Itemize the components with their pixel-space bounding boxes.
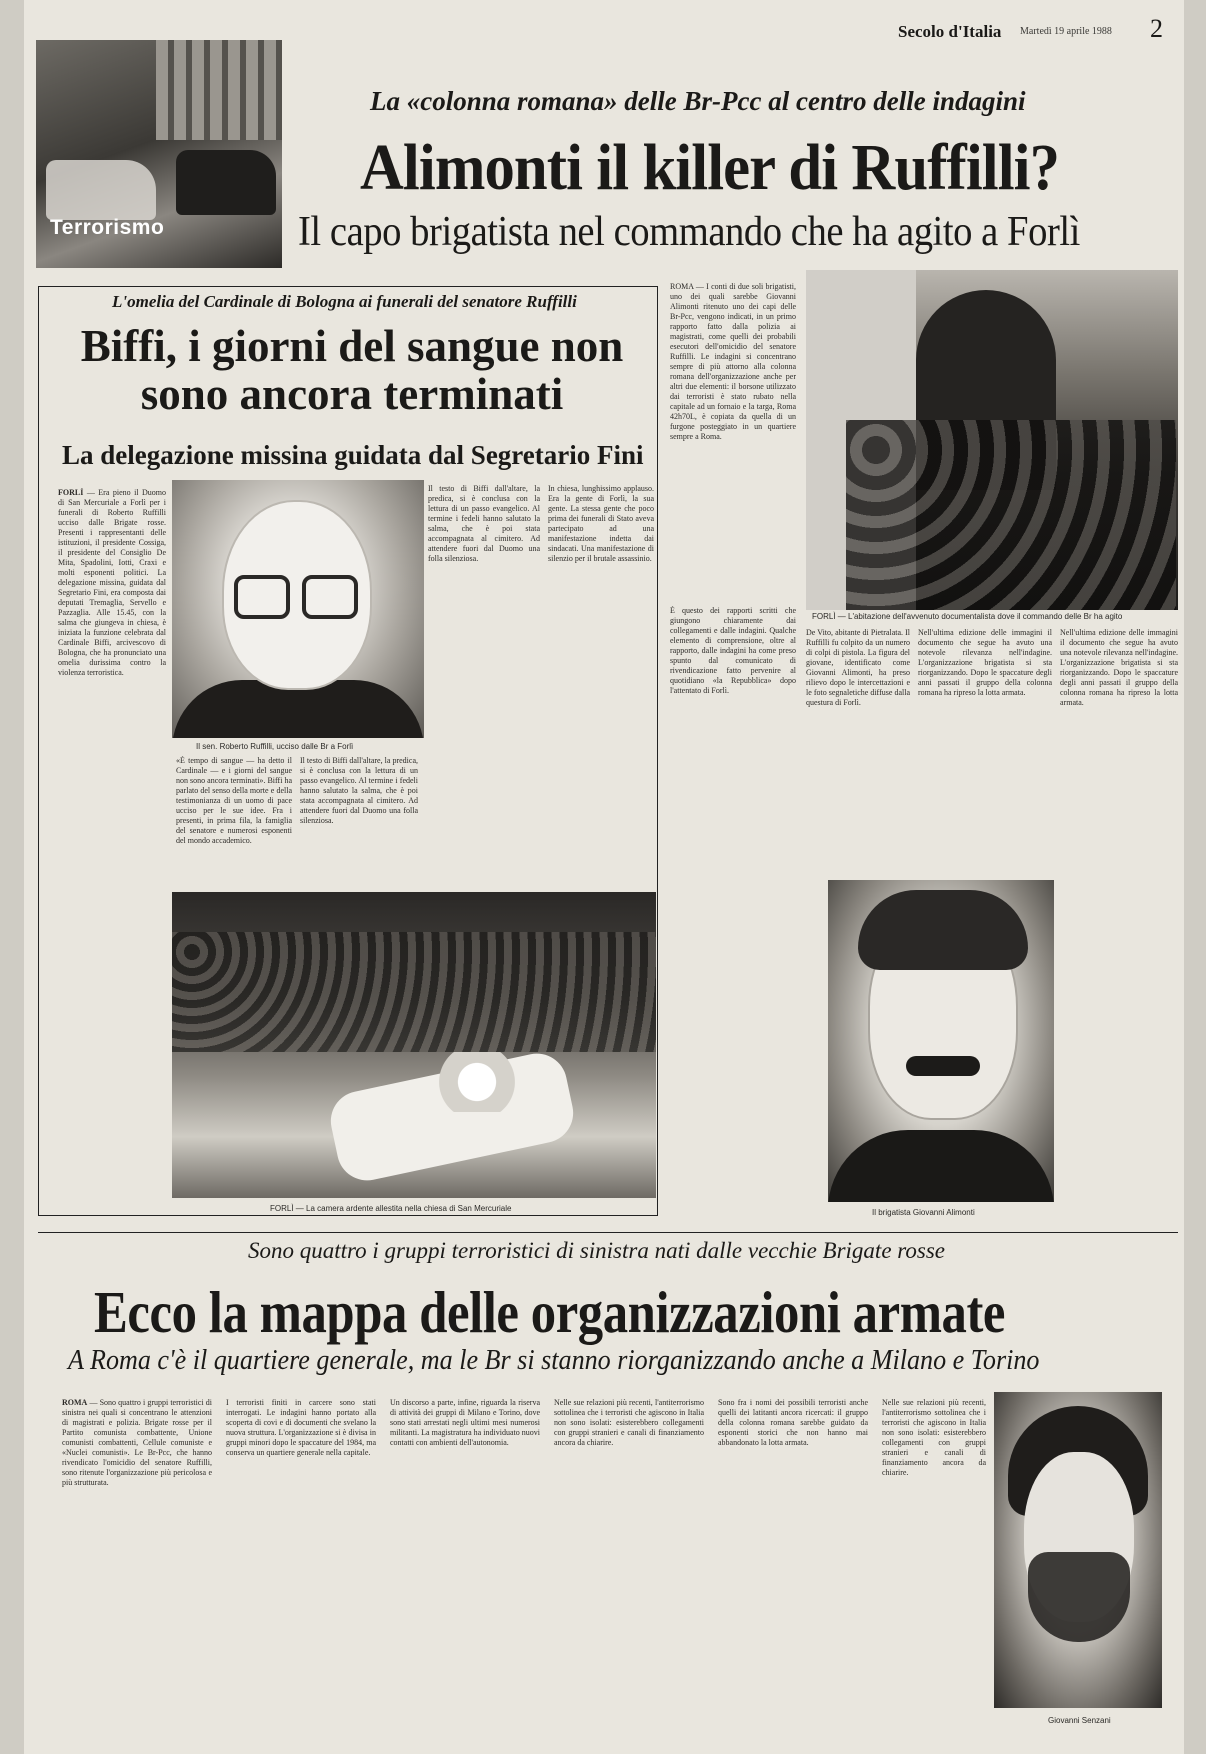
- alimonti-caption: Il brigatista Giovanni Alimonti: [872, 1208, 975, 1217]
- funeral-photo: [172, 892, 656, 1198]
- main-subheadline: Il capo brigatista nel commando che ha agito a Forlì: [298, 209, 1080, 255]
- page-number: 2: [1150, 14, 1163, 43]
- section-photo: [36, 40, 282, 268]
- biffi-column-1: [58, 488, 166, 1208]
- main-column-2: È questo dei rapporti scritti che giungono chiaramente dai collegamenti e dalle indagini. Qualche elemento di comprensione, oltre al rapporto, dalle indagini ha come preso spunto dal comunicato di rivendicazione fatto pervenire al quotidiano «la Repubblica» dopo l'attentato di Forlì.: [670, 606, 796, 695]
- section-label: Terrorismo: [50, 216, 165, 239]
- main-column-4: Nell'ultima edizione delle immagini il documento che segue ha avuto una notevole rilevanza nell'indagine. L'organizzazione brigatista si sta riorganizzando. Dopo le spaccature degli anni passati il gruppo della colonna romana ha ripreso la lotta armata.: [918, 628, 1052, 697]
- map-kicker: Sono quattro i gruppi terroristici di sinistra nati dalle vecchie Brigate rosse: [248, 1238, 945, 1263]
- map-column-6: Nelle sue relazioni più recenti, l'antiterrorismo sottolinea che i terroristi che agiscono in Italia non sono isolati: esisterebbero collegamenti con gruppi stranieri e canali di finanziamento ancora da chiarire.: [882, 1398, 986, 1477]
- biffi-column-5: In chiesa, lunghissimo applauso. Era la gente di Forlì, la sua gente. La stessa gente che poco prima dei funerali di Stato aveva partecipato ad una manifestazione indetta dai sindacati. Una manifestazione di silenzio per il brutale assassinio.: [548, 484, 654, 563]
- main-column-1: [670, 282, 796, 602]
- map-column-2: I terroristi finiti in carcere sono stati interrogati. Le indagini hanno portato alla scoperta di covi e di documenti che svelano la nuova struttura. L'organizzazione si è divisa in gruppi minori dopo le spaccature del 1984, ma conserva un quartiere generale nella capitale.: [226, 1398, 376, 1457]
- main-kicker: La «colonna romana» delle Br-Pcc al centro delle indagini: [370, 86, 1026, 116]
- biffi-column-2: «È tempo di sangue — ha detto il Cardinale — e i giorni del sangue non sono ancora terminati». Biffi ha parlato del senso della morte e della testimonianza di un uomo di pace ucciso per le sue idee. Fra i presenti, in prima fila, la famiglia del senatore e numerosi esponenti del mondo accademico.: [176, 756, 292, 845]
- issue-date: Martedì 19 aprile 1988: [1020, 26, 1112, 37]
- ruffilli-caption: Il sen. Roberto Ruffilli, ucciso dalle Br a Forlì: [196, 742, 354, 751]
- raid-caption: FORLÌ — L'abitazione dell'avvenuto documentalista dove il commando delle Br ha agito: [812, 612, 1123, 621]
- biffi-headline: Biffi, i giorni del sangue non sono ancora terminati: [80, 321, 624, 419]
- masthead: Secolo d'Italia: [898, 22, 1002, 41]
- main-column-5: Nell'ultima edizione delle immagini il documento che segue ha avuto una notevole rilevanza nell'indagine. L'organizzazione brigatista si sta riorganizzando. Dopo le spaccature degli anni passati il gruppo della colonna romana ha ripreso la lotta armata.: [1060, 628, 1178, 707]
- dateline: ROMA: [62, 1398, 88, 1407]
- biffi-subheadline: La delegazione missina guidata dal Segretario Fini: [62, 440, 644, 470]
- biffi-column-4: Il testo di Biffi dall'altare, la predica, si è conclusa con la lettura di un passo evangelico. Al termine i fedeli hanno salutato la salma, che è poi stata accompagnata al cimitero. Ad attendere fuori dal Duomo una folla silenziosa.: [428, 484, 540, 563]
- column-text: — Sono quattro i gruppi terroristici di sinistra nei quali si concentrano le attenzioni di magistrati e polizia. Brigate rosse per il Partito comunista combattente, Unione comunisti combattenti, Cellule comuniste e «Nuclei comunisti». Le Br-Pcc, che hanno rivendicato l'omicidio del senatore Ruffilli, sono ritenute l'organizzazione più pericolosa e più strutturata.: [62, 1398, 212, 1487]
- main-column-3: De Vito, abitante di Pietralata. Il Ruffilli fu colpito da un numero di colpi di pistola. La figura del giovane, identificato come Giovanni Alimonti, ha preso rilievo dopo le intercettazioni e le foto segnaletiche diffuse dalla questura di Forlì.: [806, 628, 910, 707]
- ruffilli-portrait: [172, 480, 424, 738]
- funeral-caption: FORLÌ — La camera ardente allestita nella chiesa di San Mercuriale: [270, 1204, 512, 1213]
- map-column-1: [62, 1398, 212, 1738]
- column-text: — Era pieno il Duomo di San Mercuriale a Forlì per i funerali di Roberto Ruffilli ucciso dalle Brigate rosse. Presenti i rappresentanti delle istituzioni, il presidente Cossiga, il presidente del Consiglio De Mita, Spadolini, Iotti, Craxi e molti esponenti politici. La delegazione missina, guidata dal Segretario Fini, era composta dai deputati Tremaglia, Servello e Pazzaglia. Alle 15.45, con la salma che giungeva in chiesa, è iniziata la funzione celebrata dal Cardinale Biffi, arcivescovo di Bologna, che ha pronunciato una omelia durissima contro la violenza terroristica.: [58, 488, 166, 677]
- map-column-4: Nelle sue relazioni più recenti, l'antiterrorismo sottolinea che i terroristi che agiscono in Italia non sono isolati: esisterebbero collegamenti con gruppi stranieri e canali di finanziamento ancora da chiarire.: [554, 1398, 704, 1447]
- column-text: ROMA — I conti di due soli brigatisti, uno dei quali sarebbe Giovanni Alimonti ritenuto uno dei capi delle Br-Pcc, vengono indicati, in un primo rapporto fatto dalla polizia ai magistrati, come quelli dei probabili esecutori dell'omicidio del senatore Ruffilli. Le indagini si concentrano sempre di più attorno alla colonna romana dell'organizzazione anche per altri due elementi: il borsone utilizzato dai terroristi è stato rubato nella capitale ad un fornaio e la targa, Roma 42h70L, è copiata da quella di un furgone posteggiato in un quartiere sempre a Roma.: [670, 282, 796, 441]
- raid-photo: [806, 270, 1178, 610]
- map-subheadline: A Roma c'è il quartiere generale, ma le Br si stanno riorganizzando anche a Milano e Torino: [68, 1344, 1040, 1376]
- biffi-kicker: L'omelia del Cardinale di Bologna ai funerali del senatore Ruffilli: [112, 292, 577, 311]
- senzani-caption: Giovanni Senzani: [1048, 1716, 1111, 1725]
- map-column-3: Un discorso a parte, infine, riguarda la riserva di attività dei gruppi di Milano e Torino, dove sono stati arrestati negli ultimi mesi numerosi militanti. La magistratura ha individuato nuovi contatti con ambienti dell'autonomia.: [390, 1398, 540, 1447]
- map-headline: Ecco la mappa delle organizzazioni armate: [94, 1279, 1006, 1345]
- main-headline: Alimonti il killer di Ruffilli?: [360, 131, 1060, 204]
- senzani-portrait: [994, 1392, 1162, 1708]
- dateline: FORLÌ: [58, 488, 84, 497]
- biffi-column-3: Il testo di Biffi dall'altare, la predica, si è conclusa con la lettura di un passo evangelico. Al termine i fedeli hanno salutato la salma, che è poi stata accompagnata al cimitero. Ad attendere fuori dal Duomo una folla silenziosa.: [300, 756, 418, 825]
- map-column-5: Sono fra i nomi dei possibili terroristi anche quelli dei latitanti ancora ricercati: il gruppo della colonna romana sarebbe guidato da esponenti storici che non hanno mai abbandonato la lotta armata.: [718, 1398, 868, 1447]
- alimonti-portrait: [828, 880, 1054, 1202]
